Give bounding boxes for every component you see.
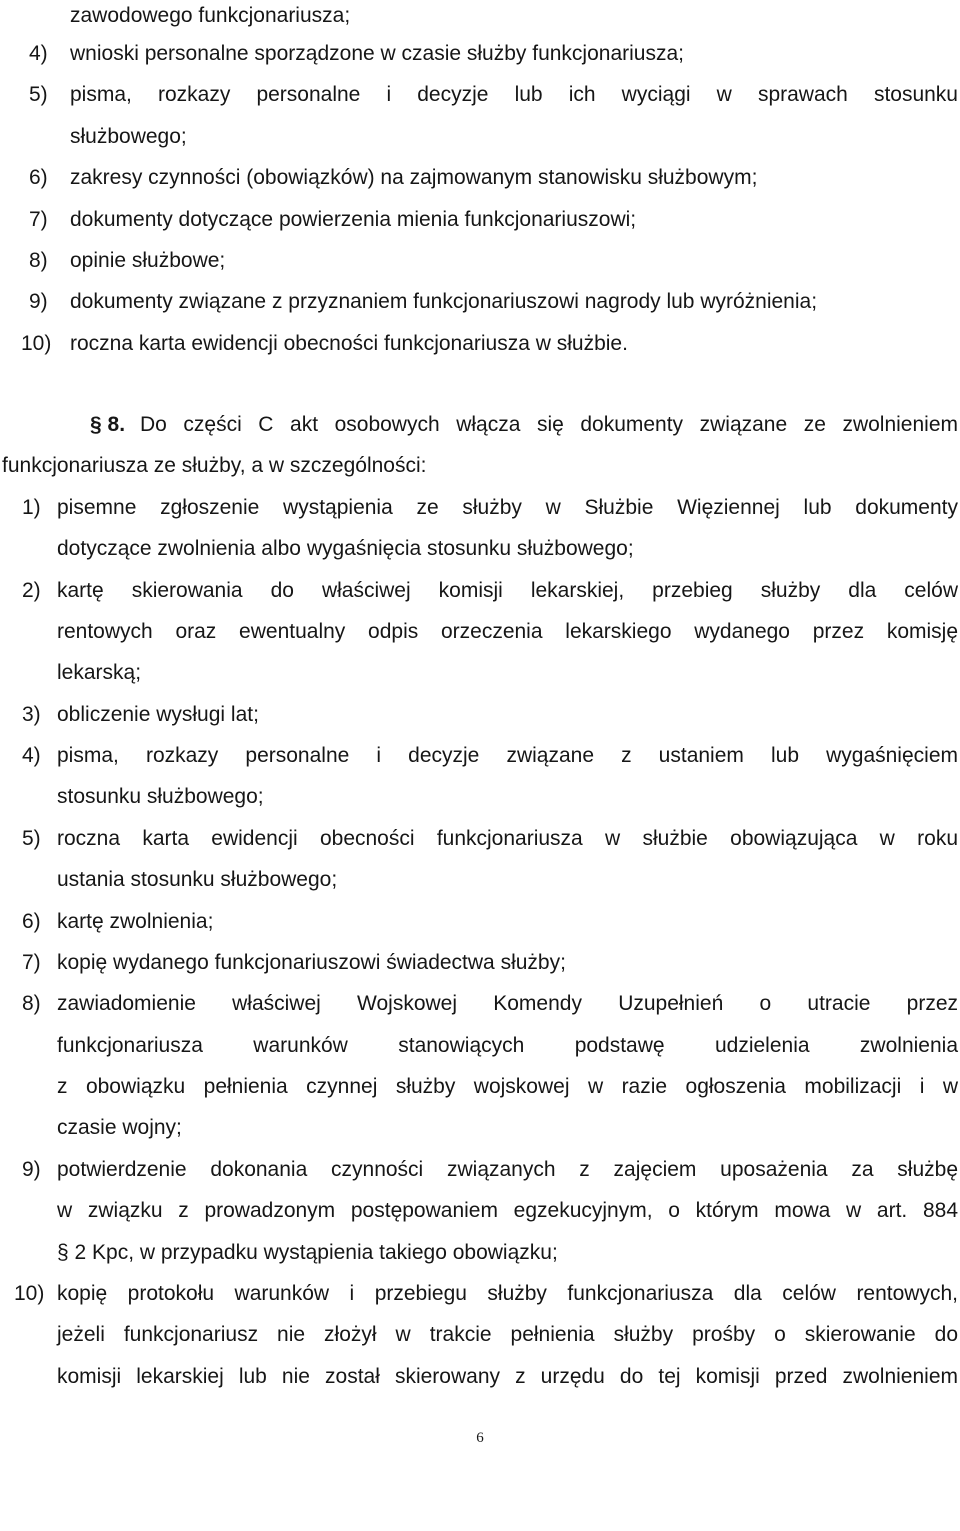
list-item-text: z obowiązku pełnienia czynnej służby wojskowej w razie ogłoszenia mobilizacji i w <box>57 1075 958 1098</box>
list-item-text: wnioski personalne sporządzone w czasie służby funkcjonariusza; <box>70 42 684 65</box>
list-item-text: lekarską; <box>57 661 142 684</box>
list-item-number: 7) <box>22 951 41 974</box>
list-item-text: pisma, rozkazy personalne i decyzje związane z ustaniem lub wygaśnięciem <box>57 744 958 767</box>
list-item-text: kartę zwolnienia; <box>57 910 214 933</box>
list-item-number: 10) <box>14 1282 45 1305</box>
list-item-text: pisma, rozkazy personalne i decyzje lub ich wyciągi w sprawach stosunku <box>70 83 958 106</box>
list-item-text: roczna karta ewidencji obecności funkcjonariusza w służbie. <box>70 332 628 355</box>
list-item-text: funkcjonariusza warunków stanowiących podstawę udzielenia zwolnienia <box>57 1034 958 1057</box>
list-item-text: kopię wydanego funkcjonariuszowi świadectwa służby; <box>57 951 566 974</box>
list-item-number: 5) <box>29 83 48 106</box>
list-item-text: pisemne zgłoszenie wystąpienia ze służby w Służbie Więziennej lub dokumenty <box>57 496 958 519</box>
list-item-text: kopię protokołu warunków i przebiegu służby funkcjonariusza dla celów rentowych, <box>57 1282 958 1305</box>
list-item-text: zakresy czynności (obowiązków) na zajmowanym stanowisku służbowym; <box>70 166 758 189</box>
list-item-text: dokumenty związane z przyznaniem funkcjonariuszowi nagrody lub wyróżnienia; <box>70 290 818 313</box>
list-item-number: 4) <box>22 744 41 767</box>
list-item-number: 8) <box>29 249 48 272</box>
list-item-number: 7) <box>29 208 48 231</box>
list-item-text: jeżeli funkcjonariusz nie złożył w trakcie pełnienia służby prośby o skierowanie do <box>57 1323 958 1346</box>
page-number: 6 <box>476 1430 484 1446</box>
list-a-carry-line: zawodowego funkcjonariusza; <box>70 4 351 27</box>
list-item-text: kartę skierowania do właściwej komisji lekarskiej, przebieg służby dla celów <box>57 579 958 602</box>
list-item-text: dokumenty dotyczące powierzenia mienia funkcjonariuszowi; <box>70 208 637 231</box>
list-item-number: 6) <box>22 910 41 933</box>
list-item-text: komisji lekarskiej lub nie został skierowany z urzędu do tej komisji przed zwolnieniem <box>57 1365 958 1388</box>
list-item-text: § 2 Kpc, w przypadku wystąpienia takiego obowiązku; <box>57 1241 558 1264</box>
section-intro-text: funkcjonariusza ze służby, a w szczególności: <box>2 454 427 477</box>
list-item-number: 2) <box>22 579 41 602</box>
list-item-text: w związku z prowadzonym postępowaniem egzekucyjnym, o którym mowa w art. 884 <box>57 1199 958 1222</box>
list-item-number: 4) <box>29 42 48 65</box>
section-intro-text: Do części C akt osobowych włącza się dokumenty związane ze zwolnieniem <box>140 413 958 436</box>
list-item-text: roczna karta ewidencji obecności funkcjonariusza w służbie obowiązująca w roku <box>57 827 958 850</box>
list-item-number: 6) <box>29 166 48 189</box>
list-item-text: zawiadomienie właściwej Wojskowej Komendy Uzupełnień o utracie przez <box>57 992 958 1015</box>
list-item-text: stosunku służbowego; <box>57 785 264 808</box>
list-item-text: służbowego; <box>70 125 187 148</box>
paragraph-mark: § 8. <box>90 413 126 436</box>
list-item-number: 5) <box>22 827 41 850</box>
list-item-number: 9) <box>22 1158 41 1181</box>
list-item-text: opinie służbowe; <box>70 249 226 272</box>
list-item-number: 10) <box>21 332 52 355</box>
list-item-text: rentowych oraz ewentualny odpis orzeczenia lekarskiego wydanego przez komisję <box>57 620 958 643</box>
list-item-number: 9) <box>29 290 48 313</box>
list-item-text: dotyczące zwolnienia albo wygaśnięcia stosunku służbowego; <box>57 537 634 560</box>
list-item-number: 8) <box>22 992 41 1015</box>
list-item-text: czasie wojny; <box>57 1116 182 1139</box>
list-item-number: 1) <box>22 496 41 519</box>
list-item-text: obliczenie wysługi lat; <box>57 703 259 726</box>
list-item-text: potwierdzenie dokonania czynności związanych z zajęciem uposażenia za służbę <box>57 1158 958 1181</box>
list-item-text: ustania stosunku służbowego; <box>57 868 338 891</box>
list-item-number: 3) <box>22 703 41 726</box>
